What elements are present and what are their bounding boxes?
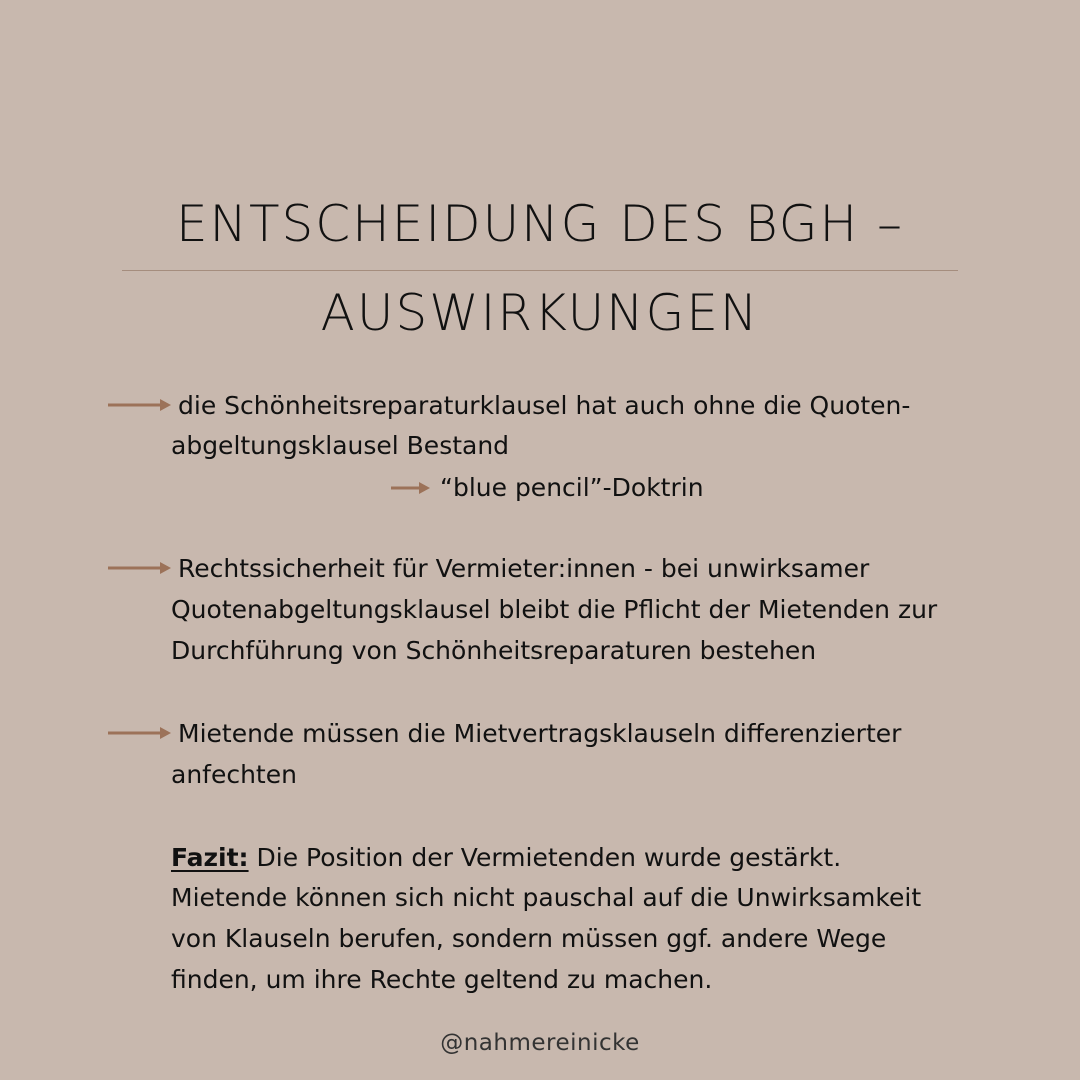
arrow-right-icon <box>391 481 431 495</box>
fazit-line-2: Mietende können sich nicht pauschal auf die Unwirksamkeit <box>171 883 922 912</box>
point-2-line-2: Quotenabgeltungsklausel bleibt die Pflicht der Mietenden zur <box>171 595 938 624</box>
point-1-line-1: die Schönheitsreparaturklausel hat auch ohne die Quoten- <box>178 391 911 420</box>
fazit-line-4: finden, um ihre Rechte geltend zu machen. <box>171 965 713 994</box>
point-1-line-2: abgeltungsklausel Bestand <box>171 431 510 460</box>
point-3-line-2: anfechten <box>171 760 297 789</box>
page-title-line-2: AUSWIRKUNGEN <box>320 284 760 342</box>
fazit-line-3: von Klauseln berufen, sondern müssen ggf. andere Wege <box>171 924 887 953</box>
fazit-text: Die Position der Vermietenden wurde gestärkt. <box>248 843 842 872</box>
title-divider <box>122 270 958 271</box>
point-3-line-1: Mietende müssen die Mietvertragsklauseln differenzierter <box>178 719 902 748</box>
arrow-right-icon <box>108 398 172 412</box>
point-1-sub: “blue pencil”-Doktrin <box>440 473 704 502</box>
fazit-line-1 <box>171 838 841 878</box>
point-2-line-3: Durchführung von Schönheitsreparaturen bestehen <box>171 636 817 665</box>
arrow-right-icon <box>108 726 172 740</box>
page-title-line-1: ENTSCHEIDUNG DES BGH – <box>175 195 905 253</box>
fazit-label: Fazit: <box>171 843 249 872</box>
arrow-right-icon <box>108 561 172 575</box>
point-2-line-1: Rechtssicherheit für Vermieter:innen - bei unwirksamer <box>178 554 870 583</box>
social-handle: @nahmereinicke <box>440 1030 640 1056</box>
